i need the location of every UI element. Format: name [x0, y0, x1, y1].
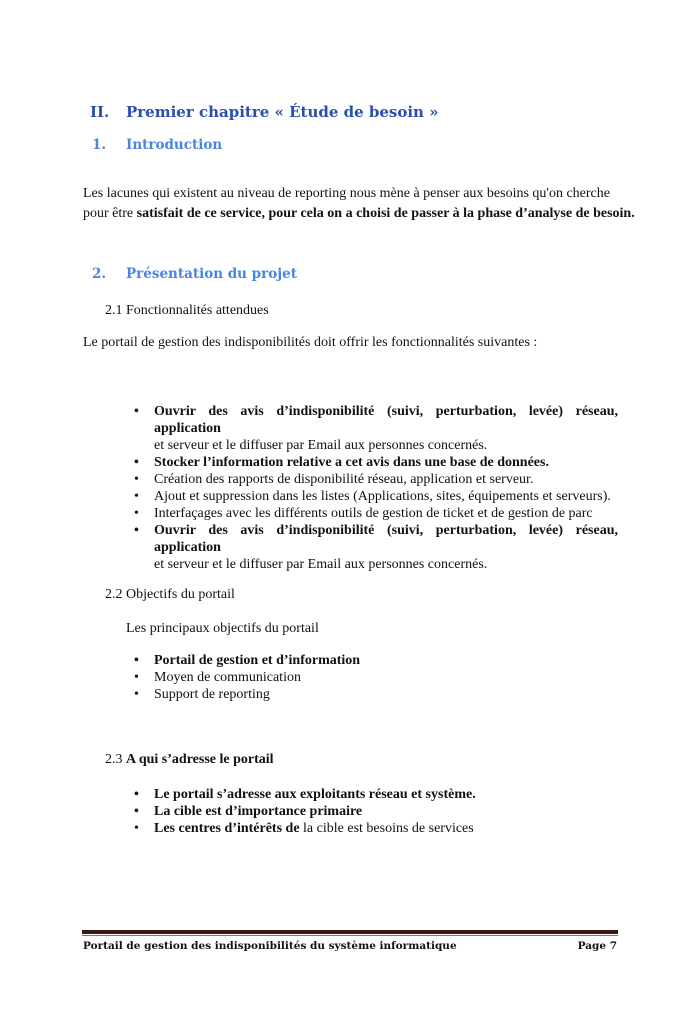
- list-item: • Stocker l’information relative a cet avis dans une base de données.: [134, 455, 549, 470]
- bullet-icon: •: [134, 506, 139, 521]
- list-item: • Support de reporting: [134, 687, 270, 702]
- intro-paragraph-line2: [83, 204, 635, 224]
- bullet-icon: •: [134, 670, 139, 685]
- section-2-number: 2.: [92, 266, 107, 282]
- section-1-title: Introduction: [126, 137, 223, 153]
- list-item: • Le portail s’adresse aux exploitants réseau et système.: [134, 787, 476, 802]
- subsection-2-1-intro: Le portail de gestion des indisponibilités doit offrir les fonctionnalités suivantes :: [83, 335, 538, 350]
- list-item: • Moyen de communication: [134, 670, 301, 685]
- subsection-2-2-intro: Les principaux objectifs du portail: [126, 621, 319, 636]
- bullet-icon: •: [134, 804, 139, 819]
- footer-rule-thin: [82, 935, 618, 936]
- chapter-number: II.: [90, 103, 110, 121]
- list-item: • Interfaçages avec les différents outils de gestion de ticket et de gestion de parc: [134, 506, 593, 521]
- section-2-title: Présentation du projet: [126, 266, 297, 282]
- list-item: • Les centres d’intérêts de la cible est besoins de services: [134, 821, 474, 836]
- intro-line2-part-a: pour être: [83, 206, 137, 221]
- subsection-2-2-title: 2.2 Objectifs du portail: [105, 587, 235, 602]
- footer-rule: [82, 930, 618, 934]
- bullet-icon: •: [134, 787, 139, 802]
- subsection-2-3-title: 2.3 A qui s’adresse le portail: [105, 752, 274, 767]
- bullet-icon: •: [134, 821, 139, 836]
- section-1-number: 1.: [92, 137, 107, 153]
- list-item: • Portail de gestion et d’information: [134, 653, 361, 668]
- bullet-icon: •: [134, 404, 139, 419]
- list-item: • Ajout et suppression dans les listes (Applications, sites, équipements et serveurs).: [134, 489, 611, 504]
- bullet-icon: •: [134, 687, 139, 702]
- intro-line2-part-b: satisfait de ce service, pour cela on a choisi de passer à la phase d’analyse de besoin.: [136, 206, 635, 221]
- bullet-icon: •: [134, 455, 139, 470]
- page-number: Page 7: [577, 940, 617, 952]
- subsection-2-1-title: 2.1 Fonctionnalités attendues: [105, 303, 269, 318]
- chapter-title: Premier chapitre « Étude de besoin »: [126, 103, 439, 121]
- list-item: • La cible est d’importance primaire: [134, 804, 363, 819]
- audience-list: [134, 786, 554, 837]
- features-list: [134, 403, 618, 573]
- bullet-icon: •: [134, 523, 139, 538]
- bullet-icon: •: [134, 489, 139, 504]
- bullet-icon: •: [134, 653, 139, 668]
- objectives-list: [134, 652, 554, 703]
- intro-paragraph-line1: Les lacunes qui existent au niveau de reporting nous mène à penser aux besoins qu'on cherche: [83, 186, 610, 201]
- list-item: • Création des rapports de disponibilité réseau, application et serveur.: [134, 472, 534, 487]
- list-item: • Ouvrir des avis d’indisponibilité (suivi, perturbation, levée) réseau, application et serveur et le diffuser par Email aux personnes concernés.: [134, 404, 618, 453]
- list-item: • Ouvrir des avis d’indisponibilité (suivi, perturbation, levée) réseau, application et serveur et le diffuser par Email aux personnes concernés.: [134, 523, 618, 572]
- bullet-icon: •: [134, 472, 139, 487]
- footer-title: Portail de gestion des indisponibilités du système informatique: [83, 940, 457, 952]
